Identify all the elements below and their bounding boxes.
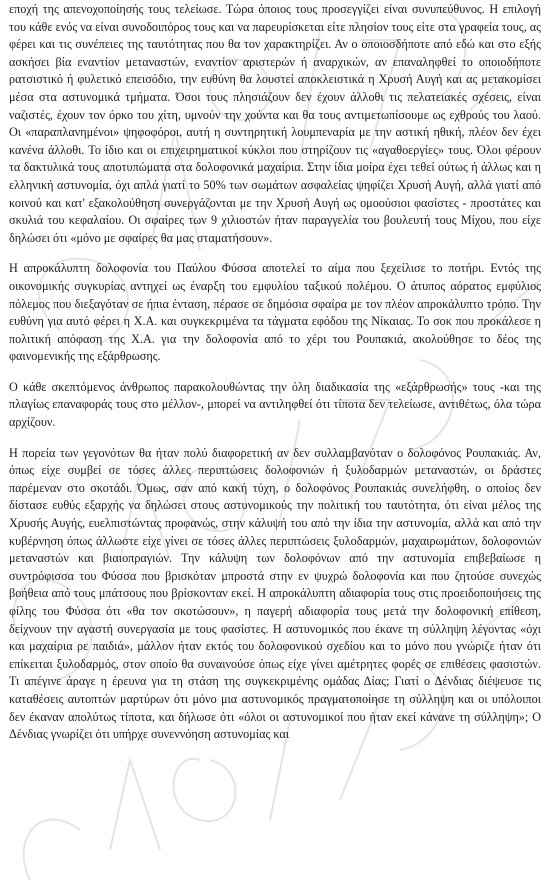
paragraph-3: Ο κάθε σκεπτόμενος άνθρωπος παρακολουθώντας την όλη διαδικασία της «εξάρθρωσής» τους -και της πλαγίως επαναφοράς τους στο μέλλον-, μπορεί να αντιληφθεί ότι τίποτα δεν τελείωσε, αντιθέτως, όλα τώρα αρχίζουν.: [9, 379, 541, 430]
paragraph-2: Η απροκάλυπτη δολοφονία του Παύλου Φύσσα αποτελεί το αίμα που ξεχείλισε το ποτήρι. Εντός της οικονομικής συγκυρίας αντηχεί ως έναρξη του εμφυλίου ταξικού πολέμου. Ο άτυπος αόρατος εμφύλιος πόλεμος που διεξαγόταν σε ήπια ένταση, πέρασε σε δημόσια σφαίρα με τον πλέον απροκάλυπτο τρόπο. Την ευθύνη για αυτό φέρει η Χ.Α. και συγκεκριμένα τα τάγματα εφόδου της Νίκαιας. Το σοκ που προκάλεσε η πολιτική απόφαση της Χ.Α. για την δολοφονία από το χέρι του Ρουπακιά, ακολούθησε το δέος της φαινομενικής της εξάρθρωσης.: [9, 261, 541, 364]
body-text: [9, 1, 541, 744]
paragraph-4: Η πορεία των γεγονότων θα ήταν πολύ διαφορετική αν δεν συλλαμβανόταν ο δολοφόνος Ρουπακιάς. Αν, όπως είχε συμβεί σε τόσες άλλες περιπτώσεις δολοφονιών ή ξυλοδαρμών μεταναστών, οι δράστες παρέμεναν στο σκοτάδι. Όμως, σαν από κακή τύχη, ο δολοφόνος Ρουπακιάς συνελήφθη, ο οποίος δεν δίστασε ευθύς εξαρχής να δηλώσει στους αστυνομικούς την πολιτική του ταυτότητα, ότι είναι μέλος της Χρυσής Αυγής, ευελπιστώντας προφανώς, στην κάλυψή του από την ίδια την αστυνομία, αλλά και από την κυβέρνηση όπως άλλωστε είχε γίνει σε τόσες άλλες περιπτώσεις ξυλοδαρμών, μαχαιρωμάτων, δολοφονιών μεταναστών και βιαιοπραγιών. Την κάλυψη των δολοφόνων από την αστυνομία επιβεβαίωσε η συντρόφισσα του Φύσσα που βρισκόταν μπροστά στην εν ψυχρώ δολοφονία και που ζητούσε συνεχώς βοήθεια από τους μπάτσους που βρίσκονταν εκεί. Η απροκάλυπτη αδιαφορία τους στις προειδοποιήσεις της φίλης του Φύσσα ότι «θα τον σκοτώσουν», η παγερή αδιαφορία τους μετά την δολοφονική επίθεση, δείχνουν την αγαστή συνεργασία με τους φασίστες. Η αστυνομικός που έκανε τη σύλληψη λέγοντας «όχι και μαχαίρια ρε παιδιά», μάλλον ήταν εκτός του δολοφονικού σχεδίου και το μόνο που γνώριζε ήταν ότι επίκειται ξυλοδαρμός, στον οποίο θα συναινούσε όπως είχε γίνει αμέτρητες φορές σε επιθέσεις φασιστών. Τι απέγινε άραγε η έρευνα για τη στάση της συγκεκριμένης ομάδας Δίας; Γιατί ο Δένδιας διέψευσε τις καταθέσεις αυτοπτών μαρτύρων ότι μόνο μια αστυνομικός πραγματοποίησε τη σύλληψη και οι υπόλοιποι δεν έκαναν απολύτως τίποτα, και δήλωσε ότι «όλοι οι αστυνομικοί που ήταν εκεί κάνανε τη σύλληψη»; Ο Δένδιας γνωρίζει ότι υπήρχε συνεννόηση αστυνομίας και: [9, 445, 541, 742]
paragraph-1: εποχή της απενοχοποίησής τους τελείωσε. Τώρα όποιος τους προσεγγίζει είναι συνυπεύθυνος. Η επιλογή του κάθε ενός να είναι συνοδοιπόρος τους και να παρευρίσκεται είτε πλησίον τους είτε στα γραφεία τους, ας φέρει και τις συνέπειες της ταυτότητας που θα τον χαρακτηρίζει. Αν ο οποιοσδήποτε από εδώ και στο εξής ασκήσει βία εναντίον μεταναστών, εναντίον αριστερών ή αναρχικών, αν επαναληφθεί το οποιοδήποτε ρατσιστικό ή φυλετικό επεισόδιο, την ευθύνη θα λουστεί αποκλειστικά η Χρυσή Αυγή και ας μετακομίσει μέσα στα αστυνομικά τμήματα. Όσοι τους πλησιάζουν δεν έχουν άλλοθι τις πελατειακές σχέσεις, είναι ναζιστές, έχουν τον όρκο του χίτη, υμνούν την χούντα και θα τους αντιμετωπίσουμε ως εχθρούς του λαού. Οι «παραπλανημένοι» ψηφοφόροι, αυτή η συντηρητική λουμπεναρία με την αστική ηθική, πλέον δεν έχει κανένα άλλοθι. Το ίδιο και οι επιχειρηματικοί κύκλοι που στηρίζουν τις «αγαθοεργίες» τους. Όλοι φέρουν τα δακτυλικά τους αποτυπώματα στα δολοφονικά μαχαίρια. Στην ίδια μοίρα έχει τεθεί ούτως ή άλλως και η ελληνική αστυνομία, όχι απλά γιατί το 50% των σωμάτων ασφαλείας ψηφίζει Χρυσή Αυγή, αλλά γιατί από κοινού και κατ' εξακολούθηση συνεργάζονται με την Χρυσή Αυγή ως ομοούσιοι φασίστες - προστάτες και σκυλιά του κεφαλαίου. Οι σφαίρες των 9 χιλιοστών ήταν παραγγελία του βουλευτή τους Μίχου, που είχε δηλώσει ότι «μόνο με σφαίρες θα μας σταματήσουν».: [9, 2, 541, 245]
